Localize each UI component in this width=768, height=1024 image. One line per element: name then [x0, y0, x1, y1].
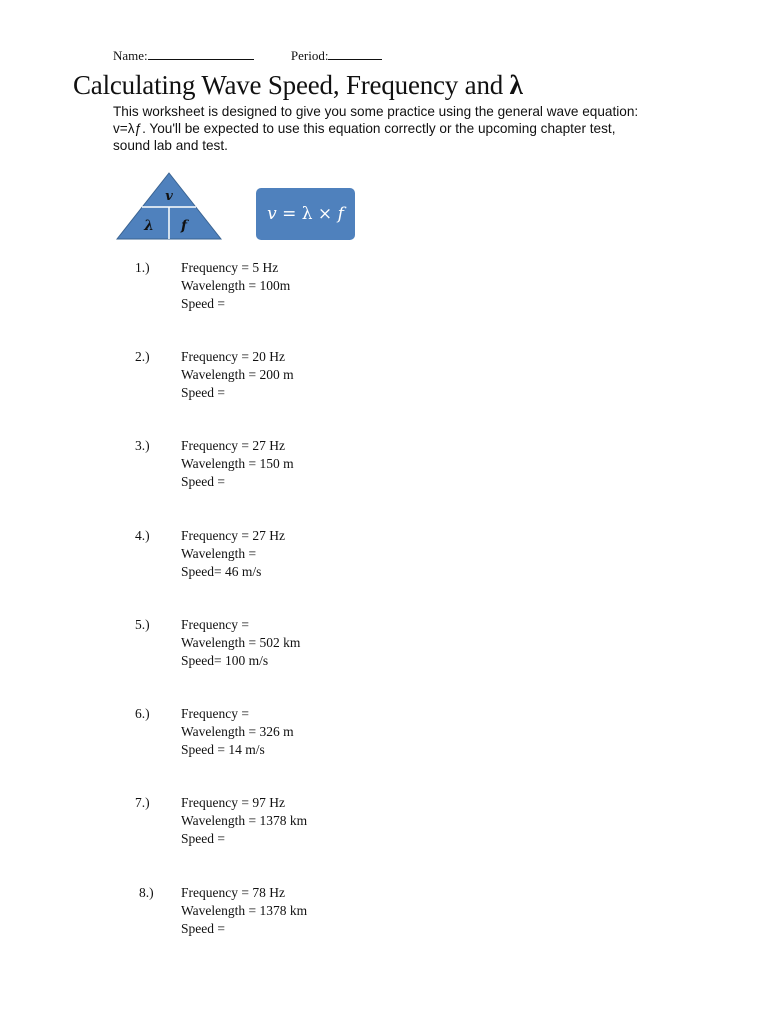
speed-line: Speed= 100 m/s [181, 653, 269, 668]
speed-line: Speed= 46 m/s [181, 564, 262, 579]
title-text: Calculating Wave Speed, Frequency and [73, 70, 510, 100]
wavelength-line: Wavelength = 1378 km [181, 903, 308, 918]
formula-middle: = λ × [276, 204, 338, 224]
speed-line: Speed = [181, 921, 225, 936]
speed-line: Speed = [181, 385, 225, 400]
problem-lines [181, 884, 307, 938]
frequency-line: Frequency = 20 Hz [181, 349, 285, 364]
period-label: Period: [290, 48, 329, 63]
problem-lines [181, 259, 290, 313]
problem-lines [181, 437, 294, 491]
formula-v: v [267, 204, 277, 224]
wavelength-line: Wavelength = [181, 546, 257, 561]
period-blank[interactable] [328, 47, 382, 60]
problem-number: 8.) [139, 885, 154, 900]
wavelength-line: Wavelength = 200 m [181, 367, 294, 382]
name-blank[interactable] [148, 47, 254, 60]
wavelength-line: Wavelength = 150 m [181, 456, 294, 471]
frequency-line: Frequency = 78 Hz [181, 885, 285, 900]
frequency-line: Frequency = [181, 706, 249, 721]
wavelength-line: Wavelength = 100m [181, 278, 291, 293]
problem-lines [181, 616, 300, 670]
frequency-line: Frequency = 97 Hz [181, 795, 285, 810]
triangle-bottom-lambda: λ [144, 218, 154, 234]
problem-number: 4.) [135, 528, 150, 543]
problem-number: 6.) [135, 706, 150, 721]
speed-line: Speed = [181, 474, 225, 489]
speed-line: Speed = 14 m/s [181, 742, 265, 757]
page-title [73, 70, 523, 101]
wavelength-line: Wavelength = 1378 km [181, 813, 308, 828]
frequency-line: Frequency = [181, 617, 249, 632]
title-lambda: λ [509, 70, 523, 100]
intro-paragraph: This worksheet is designed to give you some practice using the general wave equation: v=λƒ. You'll be expected to use this equation correctly or the upcoming chapter test, sound lab and test. [113, 104, 639, 153]
problem-number: 2.) [135, 349, 150, 364]
problem-lines [181, 705, 294, 759]
formula-triangle-icon [116, 172, 222, 240]
header-line [113, 47, 382, 64]
frequency-line: Frequency = 27 Hz [181, 438, 285, 453]
name-label: Name: [113, 48, 148, 63]
frequency-line: Frequency = 5 Hz [181, 260, 279, 275]
problem-lines [181, 348, 294, 402]
frequency-line: Frequency = 27 Hz [181, 528, 285, 543]
problem-number: 7.) [135, 795, 150, 810]
formula-f: f [337, 204, 344, 224]
triangle-bottom-f: f [180, 218, 188, 234]
triangle-top-v: v [165, 189, 173, 204]
speed-line: Speed = [181, 831, 225, 846]
wavelength-line: Wavelength = 502 km [181, 635, 301, 650]
problem-number: 3.) [135, 438, 150, 453]
problem-lines [181, 527, 285, 581]
speed-line: Speed = [181, 296, 225, 311]
problem-number: 5.) [135, 617, 150, 632]
formula-box [256, 188, 355, 240]
problem-lines [181, 794, 307, 848]
wavelength-line: Wavelength = 326 m [181, 724, 294, 739]
problem-number: 1.) [135, 260, 150, 275]
